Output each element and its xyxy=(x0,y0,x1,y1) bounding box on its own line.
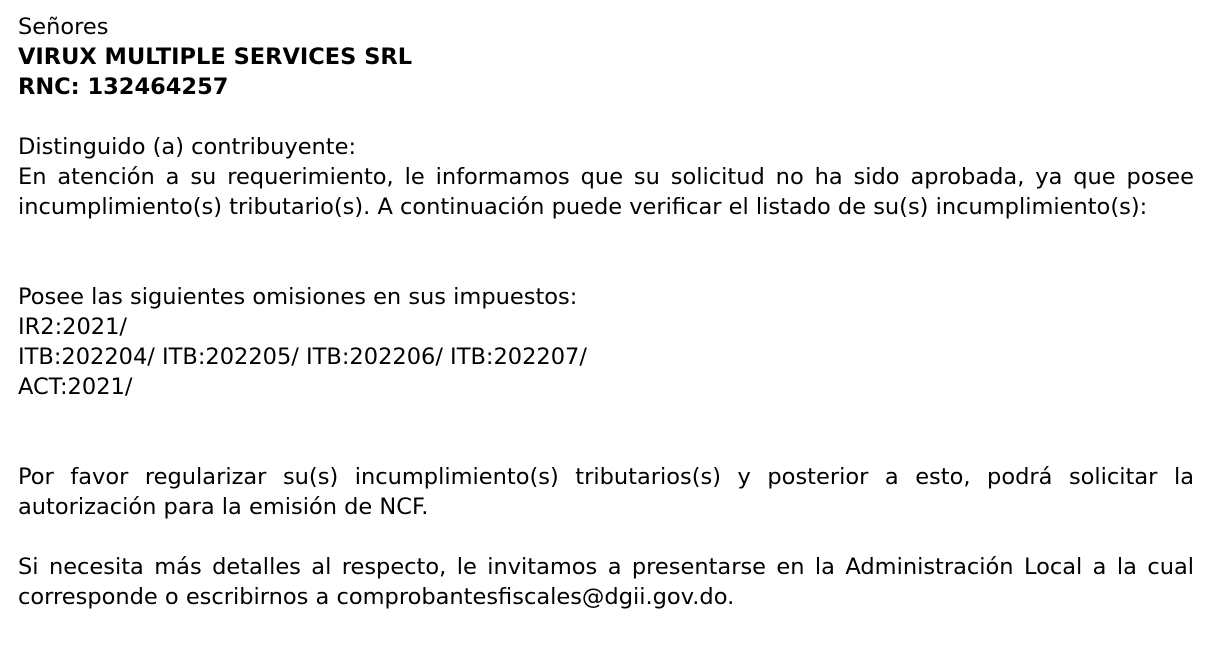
spacer xyxy=(18,102,1194,132)
spacer xyxy=(18,402,1194,462)
omission-line-act: ACT:2021/ xyxy=(18,374,133,400)
greeting: Distinguido (a) contribuyente: xyxy=(18,134,357,160)
spacer xyxy=(18,522,1194,552)
rnc-number: RNC: 132464257 xyxy=(18,74,229,100)
omission-line-ir2: IR2:2021/ xyxy=(18,314,128,340)
omissions-heading: Posee las siguientes omisiones en sus impuestos: xyxy=(18,284,578,310)
contact-paragraph: Si necesita más detalles al respecto, le invitamos a presentarse en la Administración Local a la cual corresponde o escribirnos a comprobantesfiscales@dgii.gov.do. xyxy=(18,554,1194,610)
spacer xyxy=(18,222,1194,282)
regularize-paragraph: Por favor regularizar su(s) incumplimiento(s) tributarios(s) y posterior a esto, podrá solicitar la autorización para la emisión de NCF. xyxy=(18,464,1194,520)
intro-paragraph: En atención a su requerimiento, le informamos que su solicitud no ha sido aprobada, ya que posee incumplimiento(s) tributario(s). A continuación puede verificar el listado de su(s) incumplimiento(s): xyxy=(18,164,1194,220)
omission-line-itb: ITB:202204/ ITB:202205/ ITB:202206/ ITB:202207/ xyxy=(18,344,587,370)
salutation: Señores xyxy=(18,14,109,40)
letter-body xyxy=(18,12,1194,612)
company-name: VIRUX MULTIPLE SERVICES SRL xyxy=(18,44,413,70)
